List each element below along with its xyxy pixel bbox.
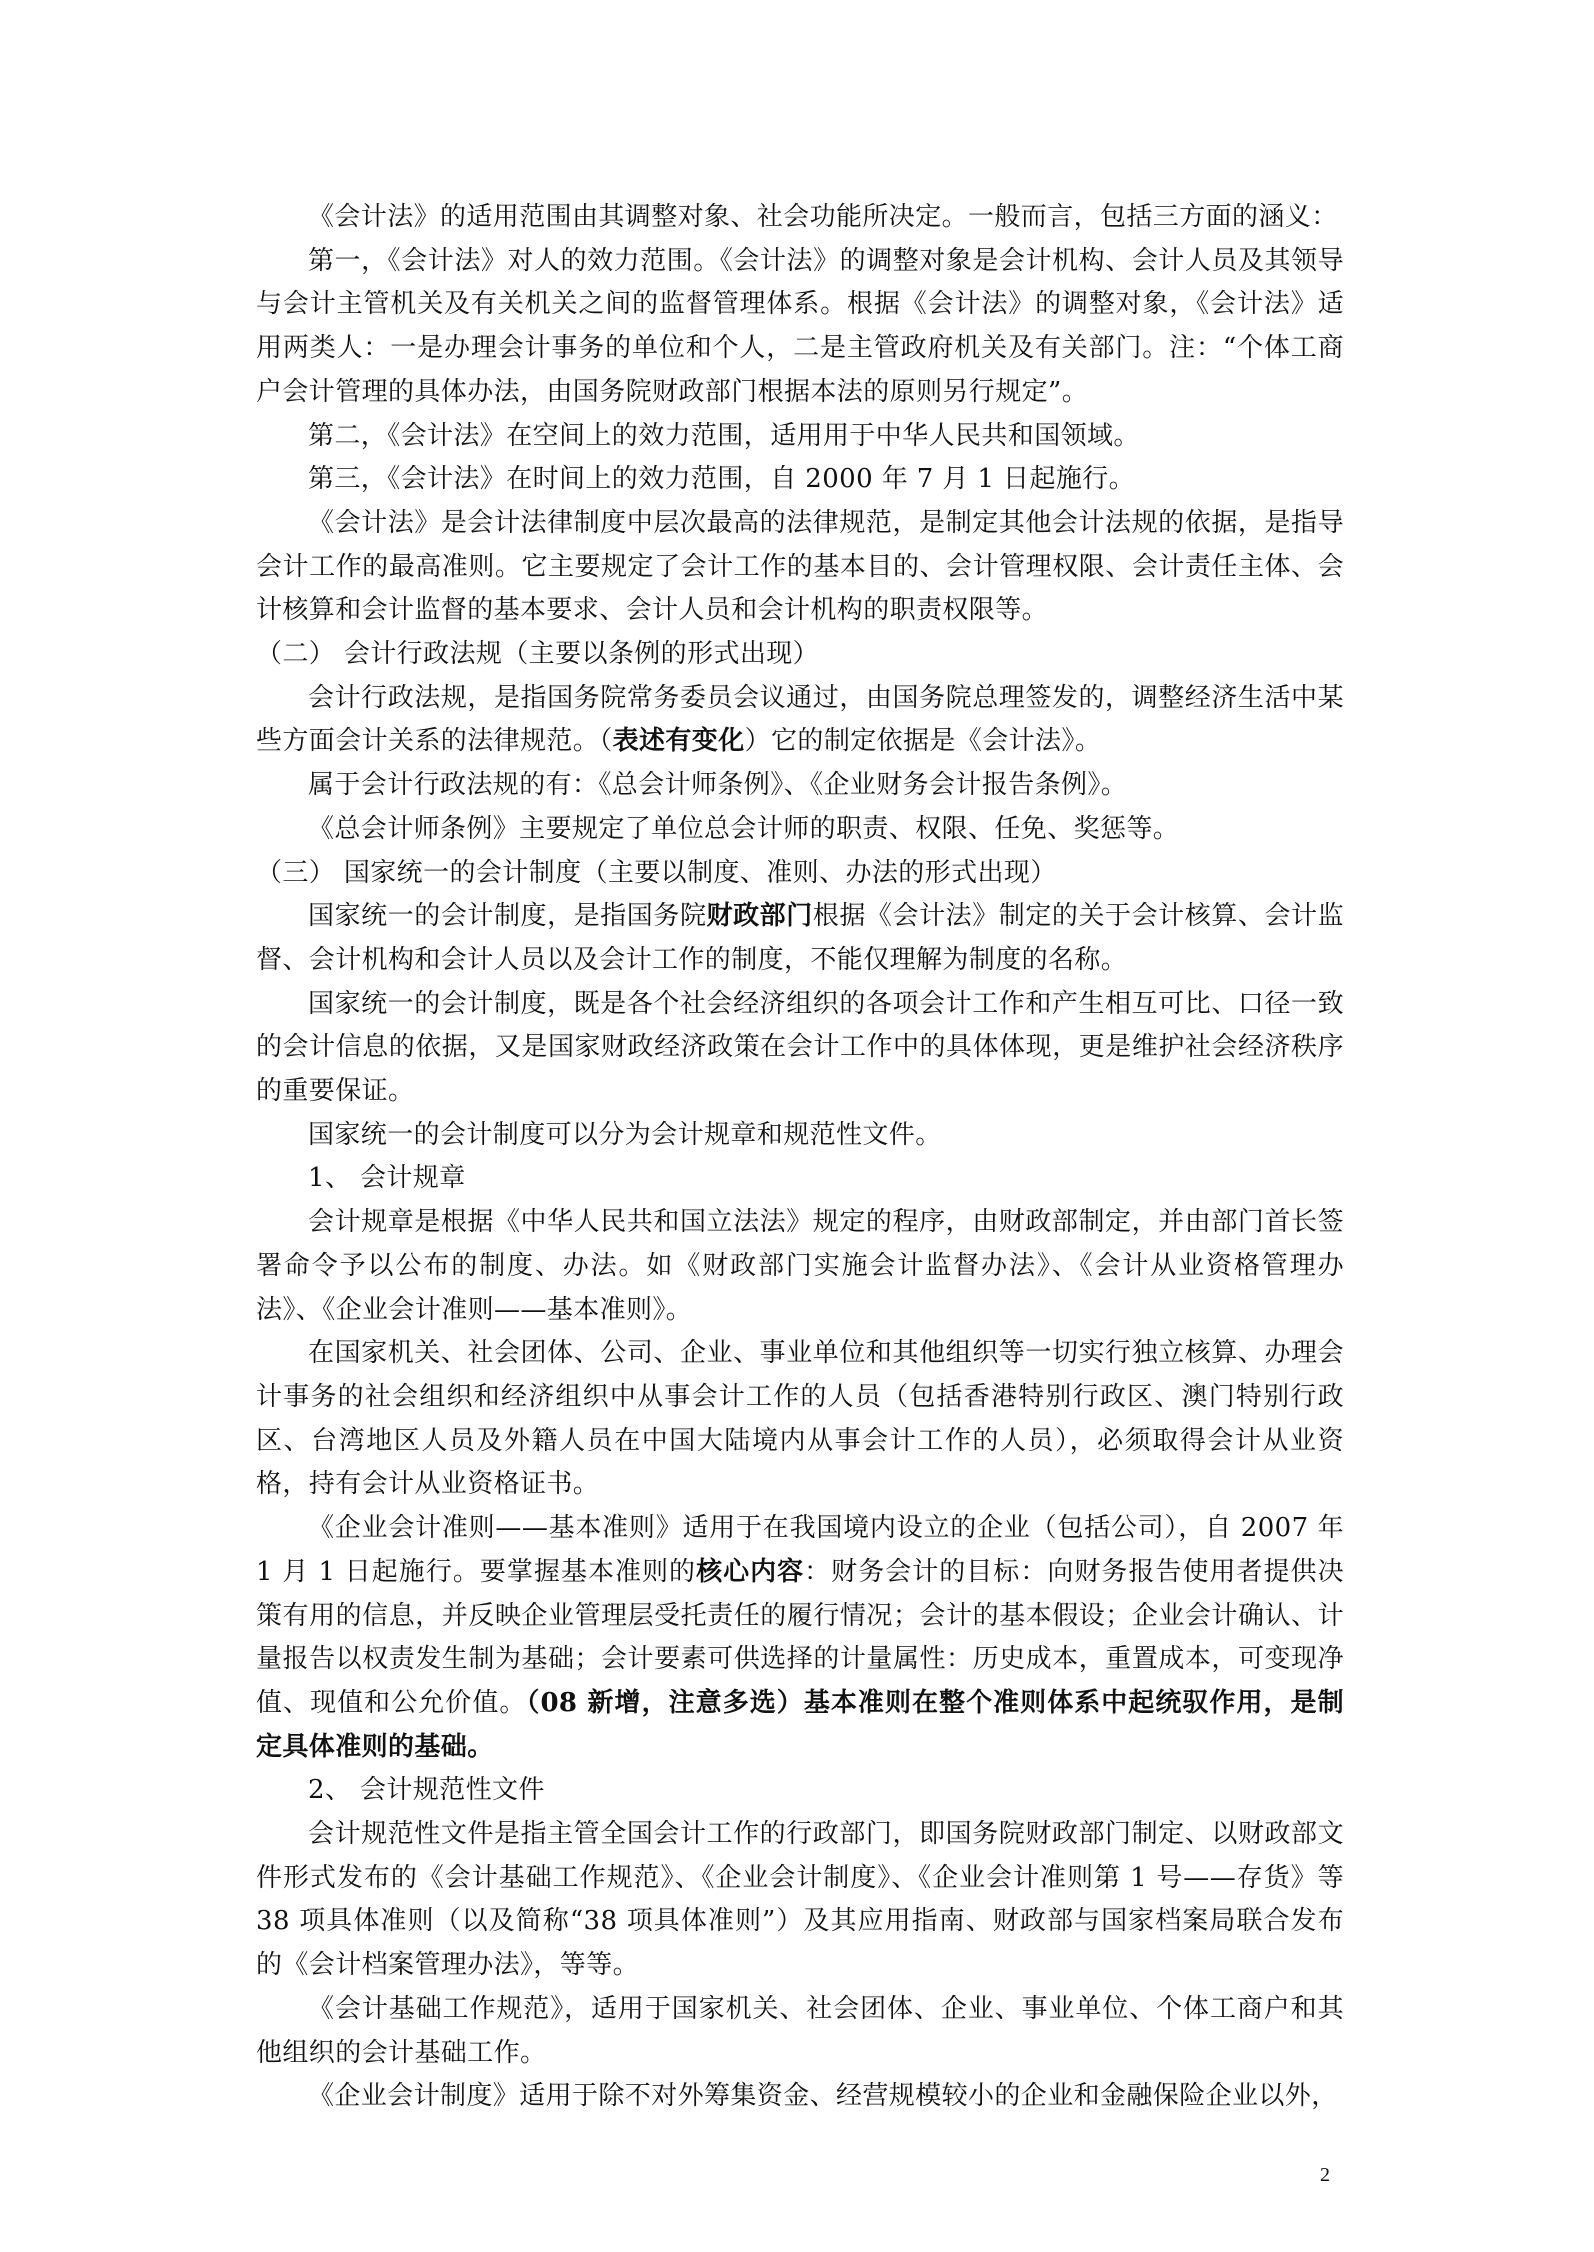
paragraph <box>256 2075 1344 2119</box>
text-run: ）它的制定依据是《会计法》。 <box>744 726 1102 757</box>
text-run: 2、 会计规范性文件 <box>308 1775 545 1806</box>
text-run: 属于会计行政法规的有：《总会计师条例》、《企业财务会计报告条例》。 <box>308 770 1128 801</box>
text-run: 国家统一的会计制度可以分为会计规章和规范性文件。 <box>308 1119 942 1150</box>
paragraph <box>256 1988 1344 2075</box>
paragraph <box>256 1114 1344 1158</box>
paragraph <box>256 895 1344 982</box>
text-run: 《总会计师条例》主要规定了单位总会计师的职责、权限、任免、奖惩等。 <box>308 813 1180 844</box>
paragraph <box>256 415 1344 459</box>
paragraph <box>256 240 1344 415</box>
text-run: 国家统一的会计制度，是指国务院 <box>308 901 707 932</box>
paragraph <box>256 1201 1344 1332</box>
text-run: （三） 国家统一的会计制度（主要以制度、准则、办法的形式出现） <box>256 857 1057 888</box>
text-run: ：财务会计的目标：向财务报告使用者提供决策有用的信息，并反映企业管理层受托责任的履行情况；会计的基本假设；企业会计确认、计量报告以权责发生制为基础；会计要素可供选择的计量属性：历史成本，重置成本，可变现净值、现值和公允价值。 <box>256 1556 1344 1718</box>
text-run: 《会计法》是会计法律制度中层次最高的法律规范，是制定其他会计法规的依据，是指导会计工作的最高准则。它主要规定了会计工作的基本目的、会计管理权限、会计责任主体、会计核算和会计监督的基本要求、会计人员和会计机构的职责权限等。 <box>256 507 1344 626</box>
bold-text: 核心内容 <box>696 1556 805 1587</box>
text-run: 会计规范性文件是指主管全国会计工作的行政部门，即国务院财政部门制定、以财政部文件形式发布的《会计基础工作规范》、《企业会计制度》、《企业会计准则第 1 号——存货》等 38 项具体准则（以及简称“38 项具体准则”）及其应用指南、财政部与国家档案局联合发布的《会计档案管理办法》，等等。 <box>256 1819 1344 1981</box>
bold-text: （08 新增，注意多选）基本准则在整个准则体系中起统驭作用，是制定具体准则的基础。 <box>256 1687 1344 1762</box>
text-run: 根据《会计法》制定的关于会计核算、会计监督、会计机构和会计人员以及会计工作的制度，不能仅理解为制度的名称。 <box>256 901 1344 975</box>
paragraph <box>256 1769 1344 1813</box>
document-body <box>256 196 1344 2119</box>
paragraph <box>256 764 1344 808</box>
text-run: 第一，《会计法》对人的效力范围。《会计法》的调整对象是会计机构、会计人员及其领导与会计主管机关及有关机关之间的监督管理体系。根据《会计法》的调整对象，《会计法》适用两类人：一是办理会计事务的单位和个人，二是主管政府机关及有关部门。注：“个体工商户会计管理的具体办法，由国务院财政部门根据本法的原则另行规定”。 <box>256 245 1344 407</box>
paragraph <box>256 983 1344 1114</box>
page-number: 2 <box>1320 2164 1330 2186</box>
paragraph <box>256 1507 1344 1769</box>
text-run: 《企业会计制度》适用于除不对外筹集资金、经营规模较小的企业和金融保险企业以外， <box>308 2081 1338 2112</box>
paragraph <box>256 1332 1344 1507</box>
section-heading <box>256 852 1344 896</box>
section-heading <box>256 633 1344 677</box>
bold-text: 表述有变化 <box>612 726 745 757</box>
paragraph <box>256 677 1344 764</box>
paragraph <box>256 1813 1344 1988</box>
text-run: 第三，《会计法》在时间上的效力范围，自 2000 年 7 月 1 日起施行。 <box>308 464 1136 495</box>
text-run: 《会计法》的适用范围由其调整对象、社会功能所决定。一般而言，包括三方面的涵义： <box>308 202 1338 232</box>
text-run: 《会计基础工作规范》，适用于国家机关、社会团体、企业、事业单位、个体工商户和其他组织的会计基础工作。 <box>256 1993 1344 2068</box>
text-run: 会计规章是根据《中华人民共和国立法法》规定的程序，由财政部制定，并由部门首长签署命令予以公布的制度、办法。如《财政部门实施会计监督办法》、《会计从业资格管理办法》、《企业会计准则——基本准则》。 <box>256 1207 1344 1325</box>
text-run: 会计行政法规，是指国务院常务委员会议通过，由国务院总理签发的，调整经济生活中某些方面会计关系的法律规范。（ <box>256 682 1344 757</box>
paragraph <box>256 196 1344 240</box>
text-run: 《企业会计准则——基本准则》适用于在我国境内设立的企业（包括公司），自 2007 年 1 月 1 日起施行。要掌握基本准则的 <box>256 1513 1344 1587</box>
paragraph <box>256 1157 1344 1201</box>
text-run: （二） 会计行政法规（主要以条例的形式出现） <box>256 639 820 670</box>
text-run: 1、 会计规章 <box>308 1163 466 1194</box>
text-run: 第二，《会计法》在空间上的效力范围，适用用于中华人民共和国领域。 <box>308 420 1140 451</box>
bold-text: 财政部门 <box>706 901 813 932</box>
paragraph <box>256 502 1344 633</box>
text-run: 国家统一的会计制度，既是各个社会经济组织的各项会计工作和产生相互可比、口径一致的会计信息的依据，又是国家财政经济政策在会计工作中的具体体现，更是维护社会经济秩序的重要保证。 <box>256 988 1344 1107</box>
paragraph <box>256 808 1344 852</box>
text-run: 在国家机关、社会团体、公司、企业、事业单位和其他组织等一切实行独立核算、办理会计事务的社会组织和经济组织中从事会计工作的人员（包括香港特别行政区、澳门特别行政区、台湾地区人员及外籍人员在中国大陆境内从事会计工作的人员），必须取得会计从业资格，持有会计从业资格证书。 <box>256 1338 1344 1500</box>
paragraph <box>256 458 1344 502</box>
